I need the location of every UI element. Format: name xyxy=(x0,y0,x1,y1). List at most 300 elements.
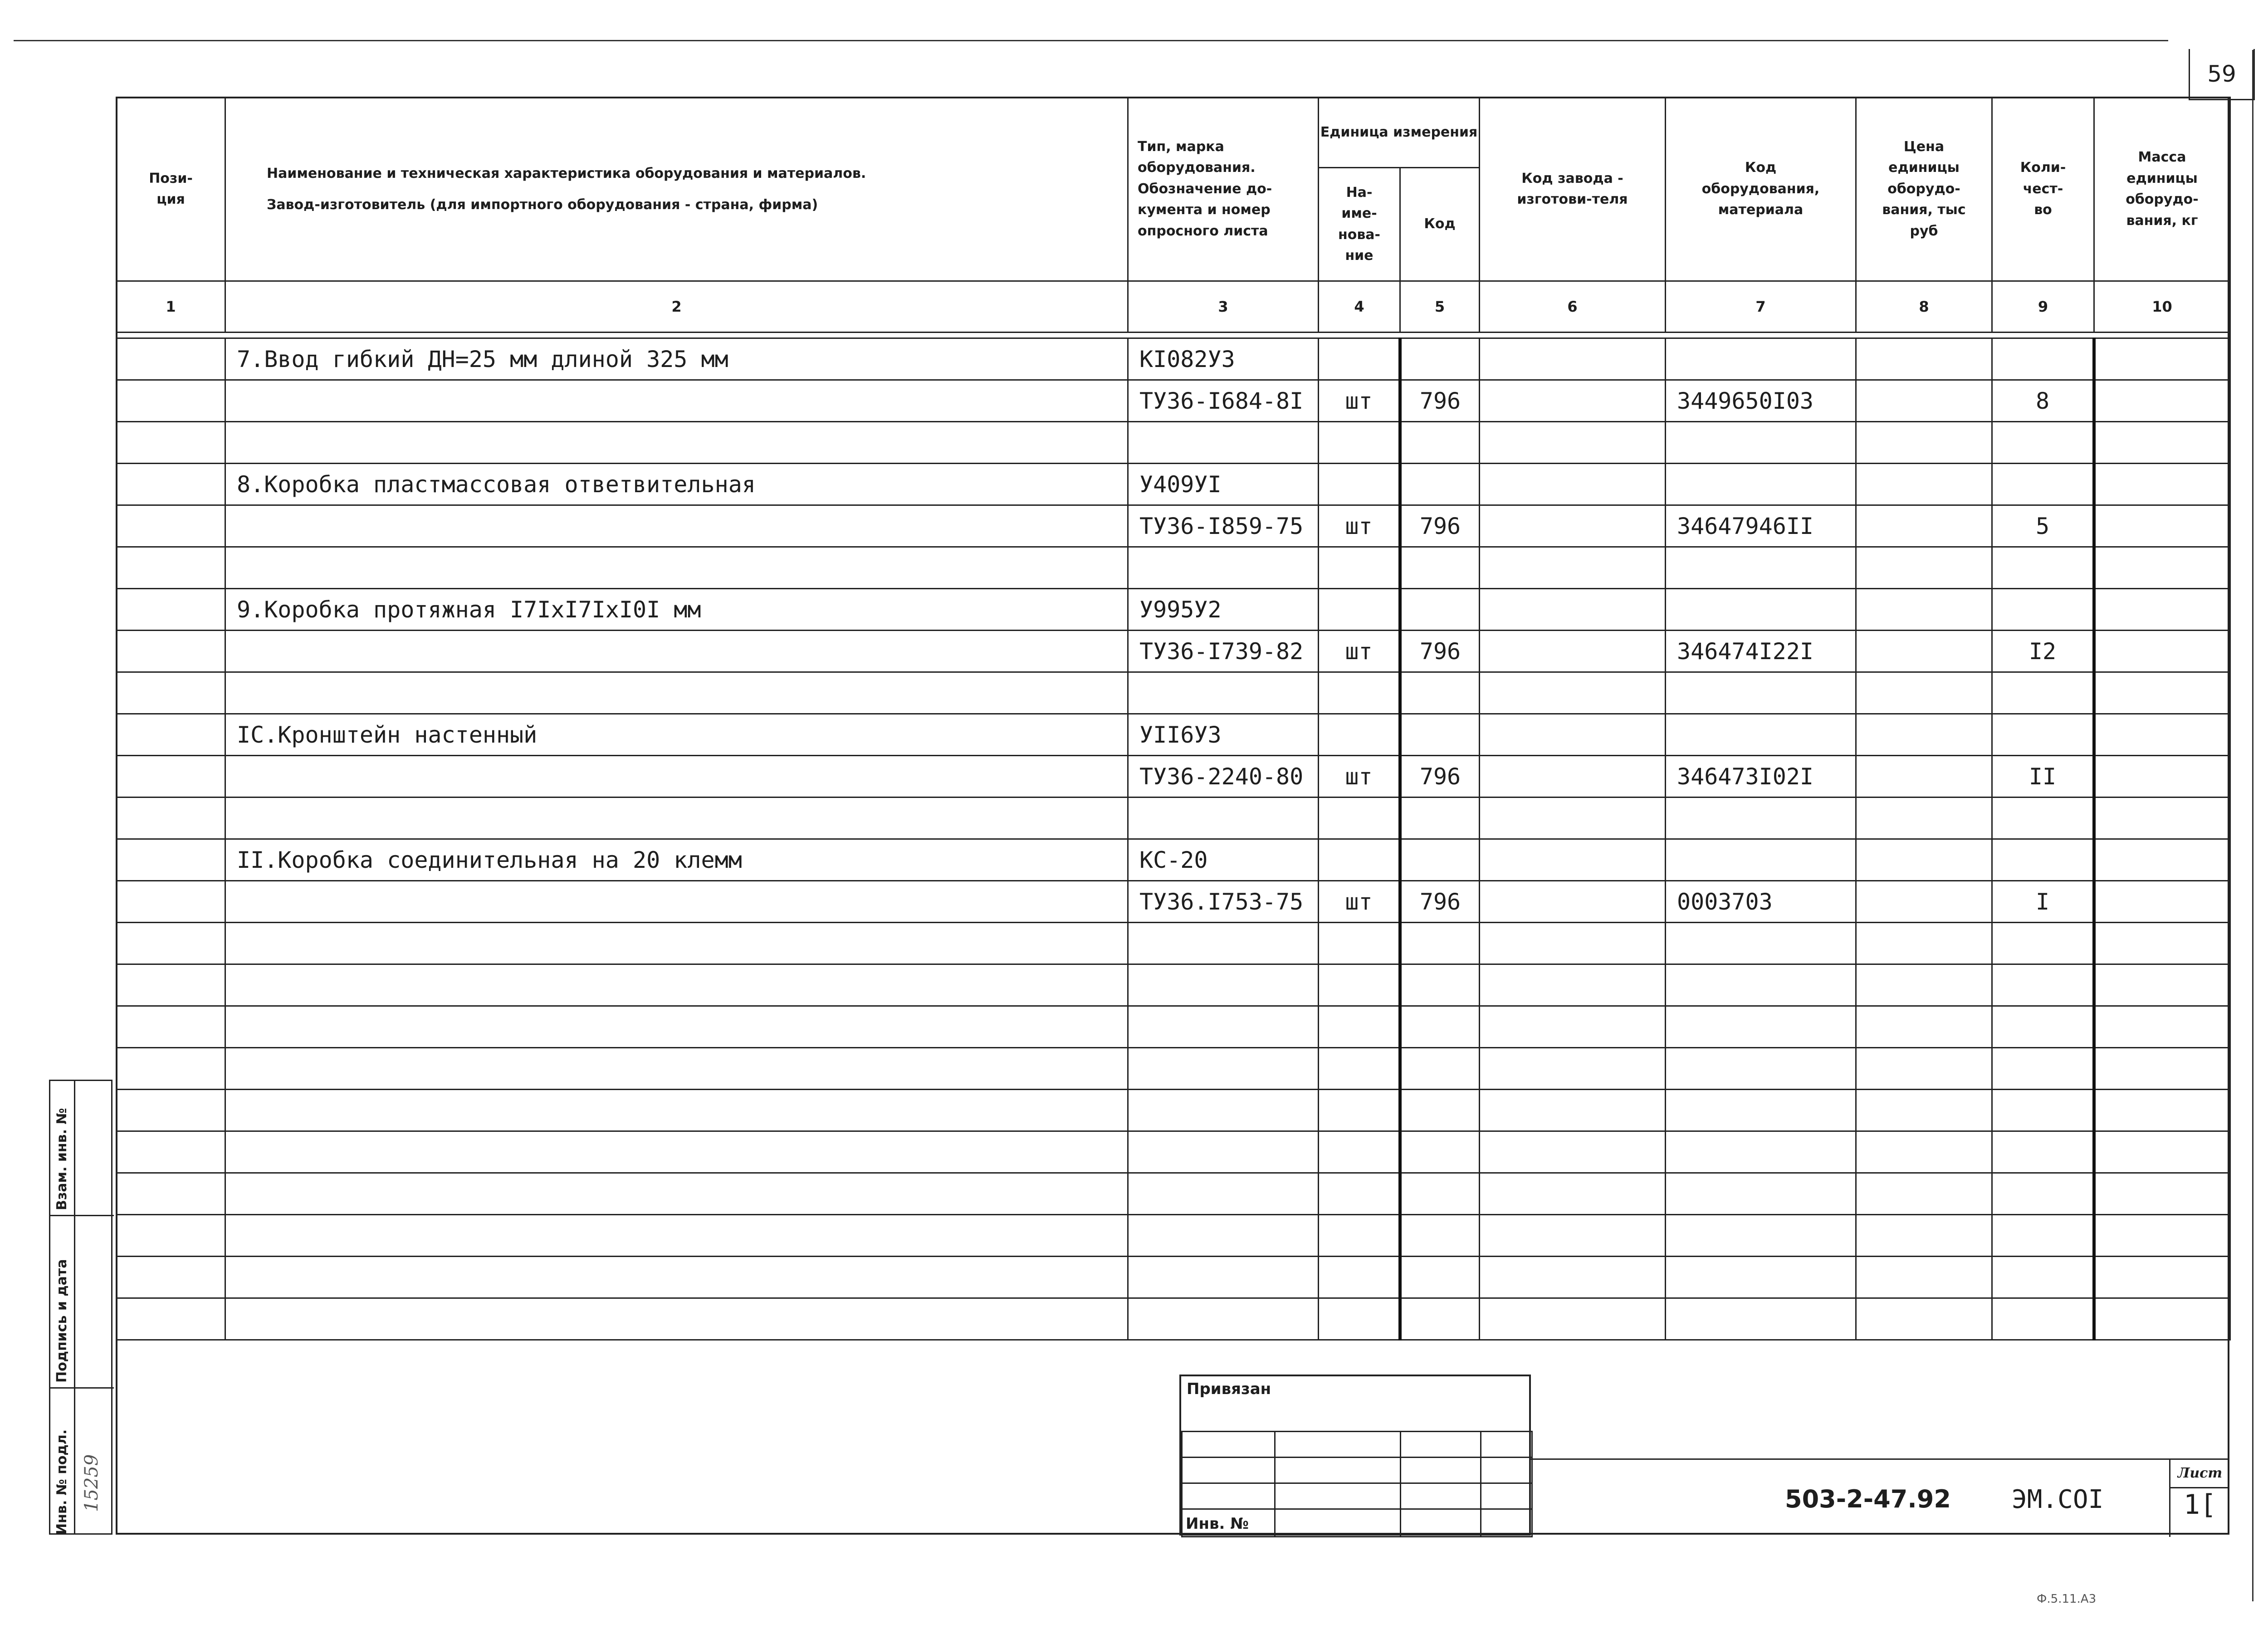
table-cell xyxy=(1480,839,1666,881)
table-cell xyxy=(117,1173,225,1215)
table-cell xyxy=(1856,797,1992,839)
table-cell: 34647946II xyxy=(1666,505,1856,547)
table-cell xyxy=(1992,672,2094,714)
table-cell: КI082У3 xyxy=(1128,338,1319,380)
table-cell xyxy=(1666,672,1856,714)
table-cell xyxy=(2094,839,2230,881)
table-cell xyxy=(1400,923,1480,964)
table-row xyxy=(117,1006,2230,1048)
table-cell xyxy=(1319,923,1400,964)
table-cell xyxy=(1992,839,2094,881)
table-cell xyxy=(1856,1257,1992,1298)
table-cell xyxy=(1319,672,1400,714)
table-cell xyxy=(1128,1257,1319,1298)
table-cell xyxy=(225,1006,1128,1048)
document-number: 503-2-47.92 xyxy=(1785,1485,1951,1513)
table-cell xyxy=(225,422,1128,464)
side-stamp xyxy=(49,1080,112,1535)
table-cell: 3449650I03 xyxy=(1666,380,1856,422)
table-row xyxy=(117,1215,2230,1257)
table-cell xyxy=(1992,1257,2094,1298)
table-cell xyxy=(1128,1048,1319,1090)
table-cell xyxy=(1856,714,1992,756)
table-cell xyxy=(1319,1131,1400,1173)
page-number: 59 xyxy=(2189,49,2255,100)
table-cell: 346474I22I xyxy=(1666,631,1856,672)
table-row xyxy=(117,923,2230,964)
table-cell xyxy=(1856,422,1992,464)
table-cell xyxy=(1856,672,1992,714)
table-cell xyxy=(225,380,1128,422)
table-cell xyxy=(2094,1090,2230,1131)
table-cell xyxy=(1666,422,1856,464)
table-cell xyxy=(1319,1298,1400,1340)
table-cell xyxy=(1666,338,1856,380)
table-cell xyxy=(225,797,1128,839)
table-cell xyxy=(117,1298,225,1340)
table-cell xyxy=(1666,964,1856,1006)
table-cell xyxy=(1666,1257,1856,1298)
table-cell xyxy=(1666,1048,1856,1090)
sheet-number: 1[ xyxy=(2183,1489,2217,1521)
table-cell xyxy=(1480,338,1666,380)
table-cell xyxy=(1856,1131,1992,1173)
table-cell xyxy=(1480,547,1666,589)
top-border-line xyxy=(14,40,2168,41)
table-cell: У409УI xyxy=(1128,464,1319,505)
table-cell xyxy=(1319,714,1400,756)
table-cell: 8.Коробка пластмассовая ответвительная xyxy=(225,464,1128,505)
table-row xyxy=(117,1257,2230,1298)
table-cell xyxy=(117,881,225,923)
table-cell xyxy=(225,964,1128,1006)
table-cell xyxy=(1856,589,1992,631)
table-cell: 5 xyxy=(1992,505,2094,547)
header-unit-code: Код xyxy=(1400,168,1480,281)
table-cell xyxy=(1480,380,1666,422)
column-number: 9 xyxy=(1992,281,2094,333)
table-cell xyxy=(2094,1131,2230,1173)
table-cell xyxy=(1400,1006,1480,1048)
table-cell xyxy=(1400,464,1480,505)
column-number: 6 xyxy=(1480,281,1666,333)
table-cell xyxy=(1128,797,1319,839)
column-number: 7 xyxy=(1666,281,1856,333)
table-cell: У995У2 xyxy=(1128,589,1319,631)
table-cell: 796 xyxy=(1400,380,1480,422)
table-cell xyxy=(1319,1048,1400,1090)
table-cell: шт xyxy=(1319,631,1400,672)
table-row xyxy=(117,839,2230,881)
table-cell xyxy=(2094,380,2230,422)
table-cell xyxy=(1856,380,1992,422)
table-cell xyxy=(1666,547,1856,589)
table-cell xyxy=(1400,338,1480,380)
table-cell xyxy=(1992,338,2094,380)
table-cell xyxy=(1856,964,1992,1006)
form-mark: Ф.5.11.А3 xyxy=(2037,1592,2097,1606)
table-cell xyxy=(1480,964,1666,1006)
table-cell xyxy=(225,1257,1128,1298)
table-cell xyxy=(1480,1257,1666,1298)
table-cell xyxy=(1319,1090,1400,1131)
column-number: 8 xyxy=(1856,281,1992,333)
table-cell xyxy=(1400,1090,1480,1131)
table-cell xyxy=(1992,964,2094,1006)
table-cell xyxy=(1992,923,2094,964)
table-cell xyxy=(2094,923,2230,964)
table-cell: 796 xyxy=(1400,756,1480,797)
table-cell xyxy=(1400,964,1480,1006)
table-cell xyxy=(225,1298,1128,1340)
table-cell xyxy=(1480,505,1666,547)
title-block xyxy=(1179,1375,2229,1536)
column-number: 5 xyxy=(1400,281,1480,333)
table-cell xyxy=(1480,422,1666,464)
table-cell xyxy=(1666,923,1856,964)
table-cell: 9.Коробка протяжная I7IxI7IxI0I мм xyxy=(225,589,1128,631)
table-cell xyxy=(2094,1215,2230,1257)
table-cell xyxy=(1992,1173,2094,1215)
table-cell xyxy=(1400,547,1480,589)
table-cell xyxy=(1128,1298,1319,1340)
table-cell xyxy=(2094,756,2230,797)
table-row xyxy=(117,1298,2230,1340)
table-cell: шт xyxy=(1319,505,1400,547)
table-cell xyxy=(1666,1131,1856,1173)
spacer-row xyxy=(117,333,2230,338)
table-cell xyxy=(2094,338,2230,380)
table-cell xyxy=(117,464,225,505)
table-row xyxy=(117,589,2230,631)
table-cell xyxy=(1856,839,1992,881)
replacement-inventory-label: Взам. инв. № xyxy=(54,1108,70,1210)
table-row xyxy=(117,881,2230,923)
table-cell xyxy=(1400,797,1480,839)
table-cell xyxy=(117,797,225,839)
table-cell xyxy=(1992,1215,2094,1257)
table-cell xyxy=(1128,964,1319,1006)
inventory-number-label: Инв. № xyxy=(1186,1515,1249,1533)
table-cell: шт xyxy=(1319,881,1400,923)
table-cell: I xyxy=(1992,881,2094,923)
table-cell xyxy=(1666,714,1856,756)
table-cell xyxy=(117,380,225,422)
table-cell xyxy=(117,923,225,964)
table-cell xyxy=(1480,1173,1666,1215)
table-cell xyxy=(225,631,1128,672)
header-price: Цена единицы оборудо-вания, тыс руб xyxy=(1856,98,1992,281)
table-cell xyxy=(117,1131,225,1173)
table-cell xyxy=(117,1257,225,1298)
table-cell xyxy=(2094,505,2230,547)
table-cell xyxy=(1128,923,1319,964)
table-cell xyxy=(1400,1131,1480,1173)
table-cell xyxy=(2094,672,2230,714)
table-cell: IC.Кронштейн настенный xyxy=(225,714,1128,756)
table-cell: ТУ36.I753-75 xyxy=(1128,881,1319,923)
table-cell xyxy=(1992,1131,2094,1173)
table-cell xyxy=(2094,964,2230,1006)
table-cell xyxy=(1400,839,1480,881)
table-cell xyxy=(2094,1048,2230,1090)
table-cell xyxy=(117,756,225,797)
column-number: 2 xyxy=(225,281,1128,333)
table-cell xyxy=(117,589,225,631)
document-code: ЭМ.СОI xyxy=(2012,1485,2104,1514)
table-cell xyxy=(2094,1298,2230,1340)
table-cell: ТУ36-I739-82 xyxy=(1128,631,1319,672)
header-equipment-code: Код оборудования, материала xyxy=(1666,98,1856,281)
table-row xyxy=(117,797,2230,839)
table-cell xyxy=(1666,1006,1856,1048)
table-cell xyxy=(117,964,225,1006)
table-cell xyxy=(1319,1257,1400,1298)
table-cell xyxy=(1666,1173,1856,1215)
table-cell xyxy=(1992,464,2094,505)
column-number: 4 xyxy=(1319,281,1400,333)
table-cell xyxy=(1319,797,1400,839)
table-cell xyxy=(2094,1257,2230,1298)
table-cell xyxy=(1666,1298,1856,1340)
table-cell xyxy=(1400,589,1480,631)
table-cell xyxy=(225,1048,1128,1090)
table-row xyxy=(117,756,2230,797)
table-cell xyxy=(1992,1298,2094,1340)
table-cell xyxy=(2094,547,2230,589)
table-cell xyxy=(1319,1215,1400,1257)
table-row xyxy=(117,964,2230,1006)
table-cell: 796 xyxy=(1400,631,1480,672)
table-row xyxy=(117,714,2230,756)
table-cell xyxy=(1319,964,1400,1006)
header-name-line1: Наименование и техническая характеристика оборудования и материалов. xyxy=(267,166,866,181)
table-cell: шт xyxy=(1319,380,1400,422)
table-cell xyxy=(1992,422,2094,464)
table-cell xyxy=(1319,839,1400,881)
table-cell xyxy=(225,923,1128,964)
table-cell xyxy=(117,338,225,380)
table-row xyxy=(117,1131,2230,1173)
table-cell xyxy=(2094,714,2230,756)
table-cell xyxy=(1400,1173,1480,1215)
table-row xyxy=(117,547,2230,589)
signature-date-label: Подпись и дата xyxy=(54,1259,70,1383)
right-border-line xyxy=(2252,50,2253,1601)
table-cell xyxy=(1319,422,1400,464)
table-cell xyxy=(1480,923,1666,964)
table-cell xyxy=(1856,923,1992,964)
table-cell xyxy=(117,1215,225,1257)
column-number: 3 xyxy=(1128,281,1319,333)
table-cell xyxy=(1400,714,1480,756)
table-cell: II.Коробка соединительная на 20 клемм xyxy=(225,839,1128,881)
table-cell: ТУ36-I684-8I xyxy=(1128,380,1319,422)
table-cell xyxy=(1480,756,1666,797)
column-number: 1 xyxy=(117,281,225,333)
table-cell xyxy=(1400,672,1480,714)
header-name-line2: Завод-изготовитель (для импортного оборудования - страна, фирма) xyxy=(267,197,818,213)
table-cell xyxy=(117,714,225,756)
table-row xyxy=(117,464,2230,505)
table-cell xyxy=(2094,797,2230,839)
sheet-box xyxy=(2169,1460,2229,1537)
table-cell: I2 xyxy=(1992,631,2094,672)
table-cell xyxy=(1480,589,1666,631)
header-name xyxy=(225,98,1128,281)
table-cell xyxy=(2094,881,2230,923)
title-block-approval-grid xyxy=(1179,1375,1531,1536)
table-cell xyxy=(225,1215,1128,1257)
table-cell xyxy=(1319,547,1400,589)
table-cell xyxy=(1480,1131,1666,1173)
table-cell xyxy=(225,672,1128,714)
table-cell xyxy=(1992,1090,2094,1131)
table-cell xyxy=(1319,1173,1400,1215)
table-cell xyxy=(2094,1173,2230,1215)
table-cell xyxy=(1856,1048,1992,1090)
table-cell xyxy=(1856,547,1992,589)
table-cell xyxy=(1992,797,2094,839)
table-cell xyxy=(1992,547,2094,589)
table-cell xyxy=(1319,589,1400,631)
table-cell: УII6У3 xyxy=(1128,714,1319,756)
table-row xyxy=(117,672,2230,714)
table-cell xyxy=(1480,1298,1666,1340)
table-cell xyxy=(2094,589,2230,631)
table-cell xyxy=(117,672,225,714)
title-block-designation xyxy=(1531,1458,2229,1536)
table-row xyxy=(117,338,2230,380)
table-cell: КС-20 xyxy=(1128,839,1319,881)
table-cell: ТУ36-2240-80 xyxy=(1128,756,1319,797)
table-cell xyxy=(1400,1298,1480,1340)
header-unit-group: Единица измерения xyxy=(1319,98,1480,168)
table-cell xyxy=(225,1131,1128,1173)
table-cell xyxy=(1128,1173,1319,1215)
sheet-label: Лист xyxy=(2170,1460,2229,1488)
table-cell xyxy=(1856,1006,1992,1048)
header-mass: Масса единицы оборудо-вания, кг xyxy=(2094,98,2230,281)
table-cell xyxy=(1856,338,1992,380)
table-cell xyxy=(1856,1215,1992,1257)
header-quantity: Коли-чест-во xyxy=(1992,98,2094,281)
header-type: Тип, марка оборудования. Обозначение до-кумента и номер опросного листа xyxy=(1128,98,1319,281)
table-cell xyxy=(1400,1257,1480,1298)
column-number-row xyxy=(117,281,2230,333)
table-cell xyxy=(117,1048,225,1090)
table-cell xyxy=(225,1173,1128,1215)
table-cell xyxy=(1666,464,1856,505)
table-cell xyxy=(1856,631,1992,672)
table-cell xyxy=(117,1006,225,1048)
table-cell xyxy=(2094,631,2230,672)
header-factory-code: Код завода - изготови-теля xyxy=(1480,98,1666,281)
table-cell xyxy=(1128,1215,1319,1257)
table-cell: 7.Ввод гибкий ДН=25 мм длиной 325 мм xyxy=(225,338,1128,380)
table-cell xyxy=(1319,338,1400,380)
table-cell xyxy=(2094,464,2230,505)
table-cell xyxy=(2094,422,2230,464)
table-cell xyxy=(1992,1048,2094,1090)
table-cell xyxy=(117,547,225,589)
table-cell xyxy=(1666,839,1856,881)
table-row xyxy=(117,380,2230,422)
table-cell: ТУ36-I859-75 xyxy=(1128,505,1319,547)
table-cell xyxy=(1400,422,1480,464)
table-cell xyxy=(2094,1006,2230,1048)
table-cell xyxy=(1128,672,1319,714)
table-cell xyxy=(225,547,1128,589)
table-cell xyxy=(117,631,225,672)
table-cell: II xyxy=(1992,756,2094,797)
table-cell: шт xyxy=(1319,756,1400,797)
table-cell xyxy=(1666,1215,1856,1257)
table-cell xyxy=(1400,1048,1480,1090)
table-row xyxy=(117,422,2230,464)
table-cell xyxy=(1666,797,1856,839)
table-cell xyxy=(1480,631,1666,672)
table-cell xyxy=(1480,797,1666,839)
header-unit-name: На-име-нова-ние xyxy=(1319,168,1400,281)
table-cell xyxy=(1128,1090,1319,1131)
table-cell xyxy=(117,839,225,881)
table-cell: 796 xyxy=(1400,881,1480,923)
table-cell: 8 xyxy=(1992,380,2094,422)
table-cell xyxy=(225,1090,1128,1131)
table-cell xyxy=(1128,547,1319,589)
table-row xyxy=(117,1090,2230,1131)
table-cell: 346473I02I xyxy=(1666,756,1856,797)
table-row xyxy=(117,1048,2230,1090)
table-cell xyxy=(1480,1090,1666,1131)
table-cell: 0003703 xyxy=(1666,881,1856,923)
table-cell xyxy=(225,505,1128,547)
table-cell xyxy=(1856,1173,1992,1215)
table-cell xyxy=(1856,505,1992,547)
table-cell xyxy=(225,881,1128,923)
bound-label: Привязан xyxy=(1187,1380,1271,1398)
table-cell xyxy=(1856,756,1992,797)
handwritten-inventory-number: 15259 xyxy=(81,1454,102,1512)
table-cell xyxy=(1992,714,2094,756)
table-cell xyxy=(117,1090,225,1131)
table-cell xyxy=(1480,1215,1666,1257)
table-row xyxy=(117,505,2230,547)
original-inventory-label: Инв. № подл. xyxy=(54,1429,70,1535)
table-cell xyxy=(117,505,225,547)
table-cell xyxy=(1856,464,1992,505)
table-row xyxy=(117,631,2230,672)
table-cell xyxy=(1480,881,1666,923)
column-number: 10 xyxy=(2094,281,2230,333)
table-cell xyxy=(1319,464,1400,505)
table-cell xyxy=(1400,1215,1480,1257)
table-cell xyxy=(225,756,1128,797)
table-cell xyxy=(117,422,225,464)
table-cell xyxy=(1480,672,1666,714)
table-cell xyxy=(1128,1006,1319,1048)
table-row xyxy=(117,1173,2230,1215)
table-cell xyxy=(1666,1090,1856,1131)
table-cell xyxy=(1856,1090,1992,1131)
table-cell: 796 xyxy=(1400,505,1480,547)
table-cell xyxy=(1480,714,1666,756)
table-cell xyxy=(1128,1131,1319,1173)
table-cell xyxy=(1666,589,1856,631)
table-cell xyxy=(1480,1006,1666,1048)
table-cell xyxy=(1992,1006,2094,1048)
